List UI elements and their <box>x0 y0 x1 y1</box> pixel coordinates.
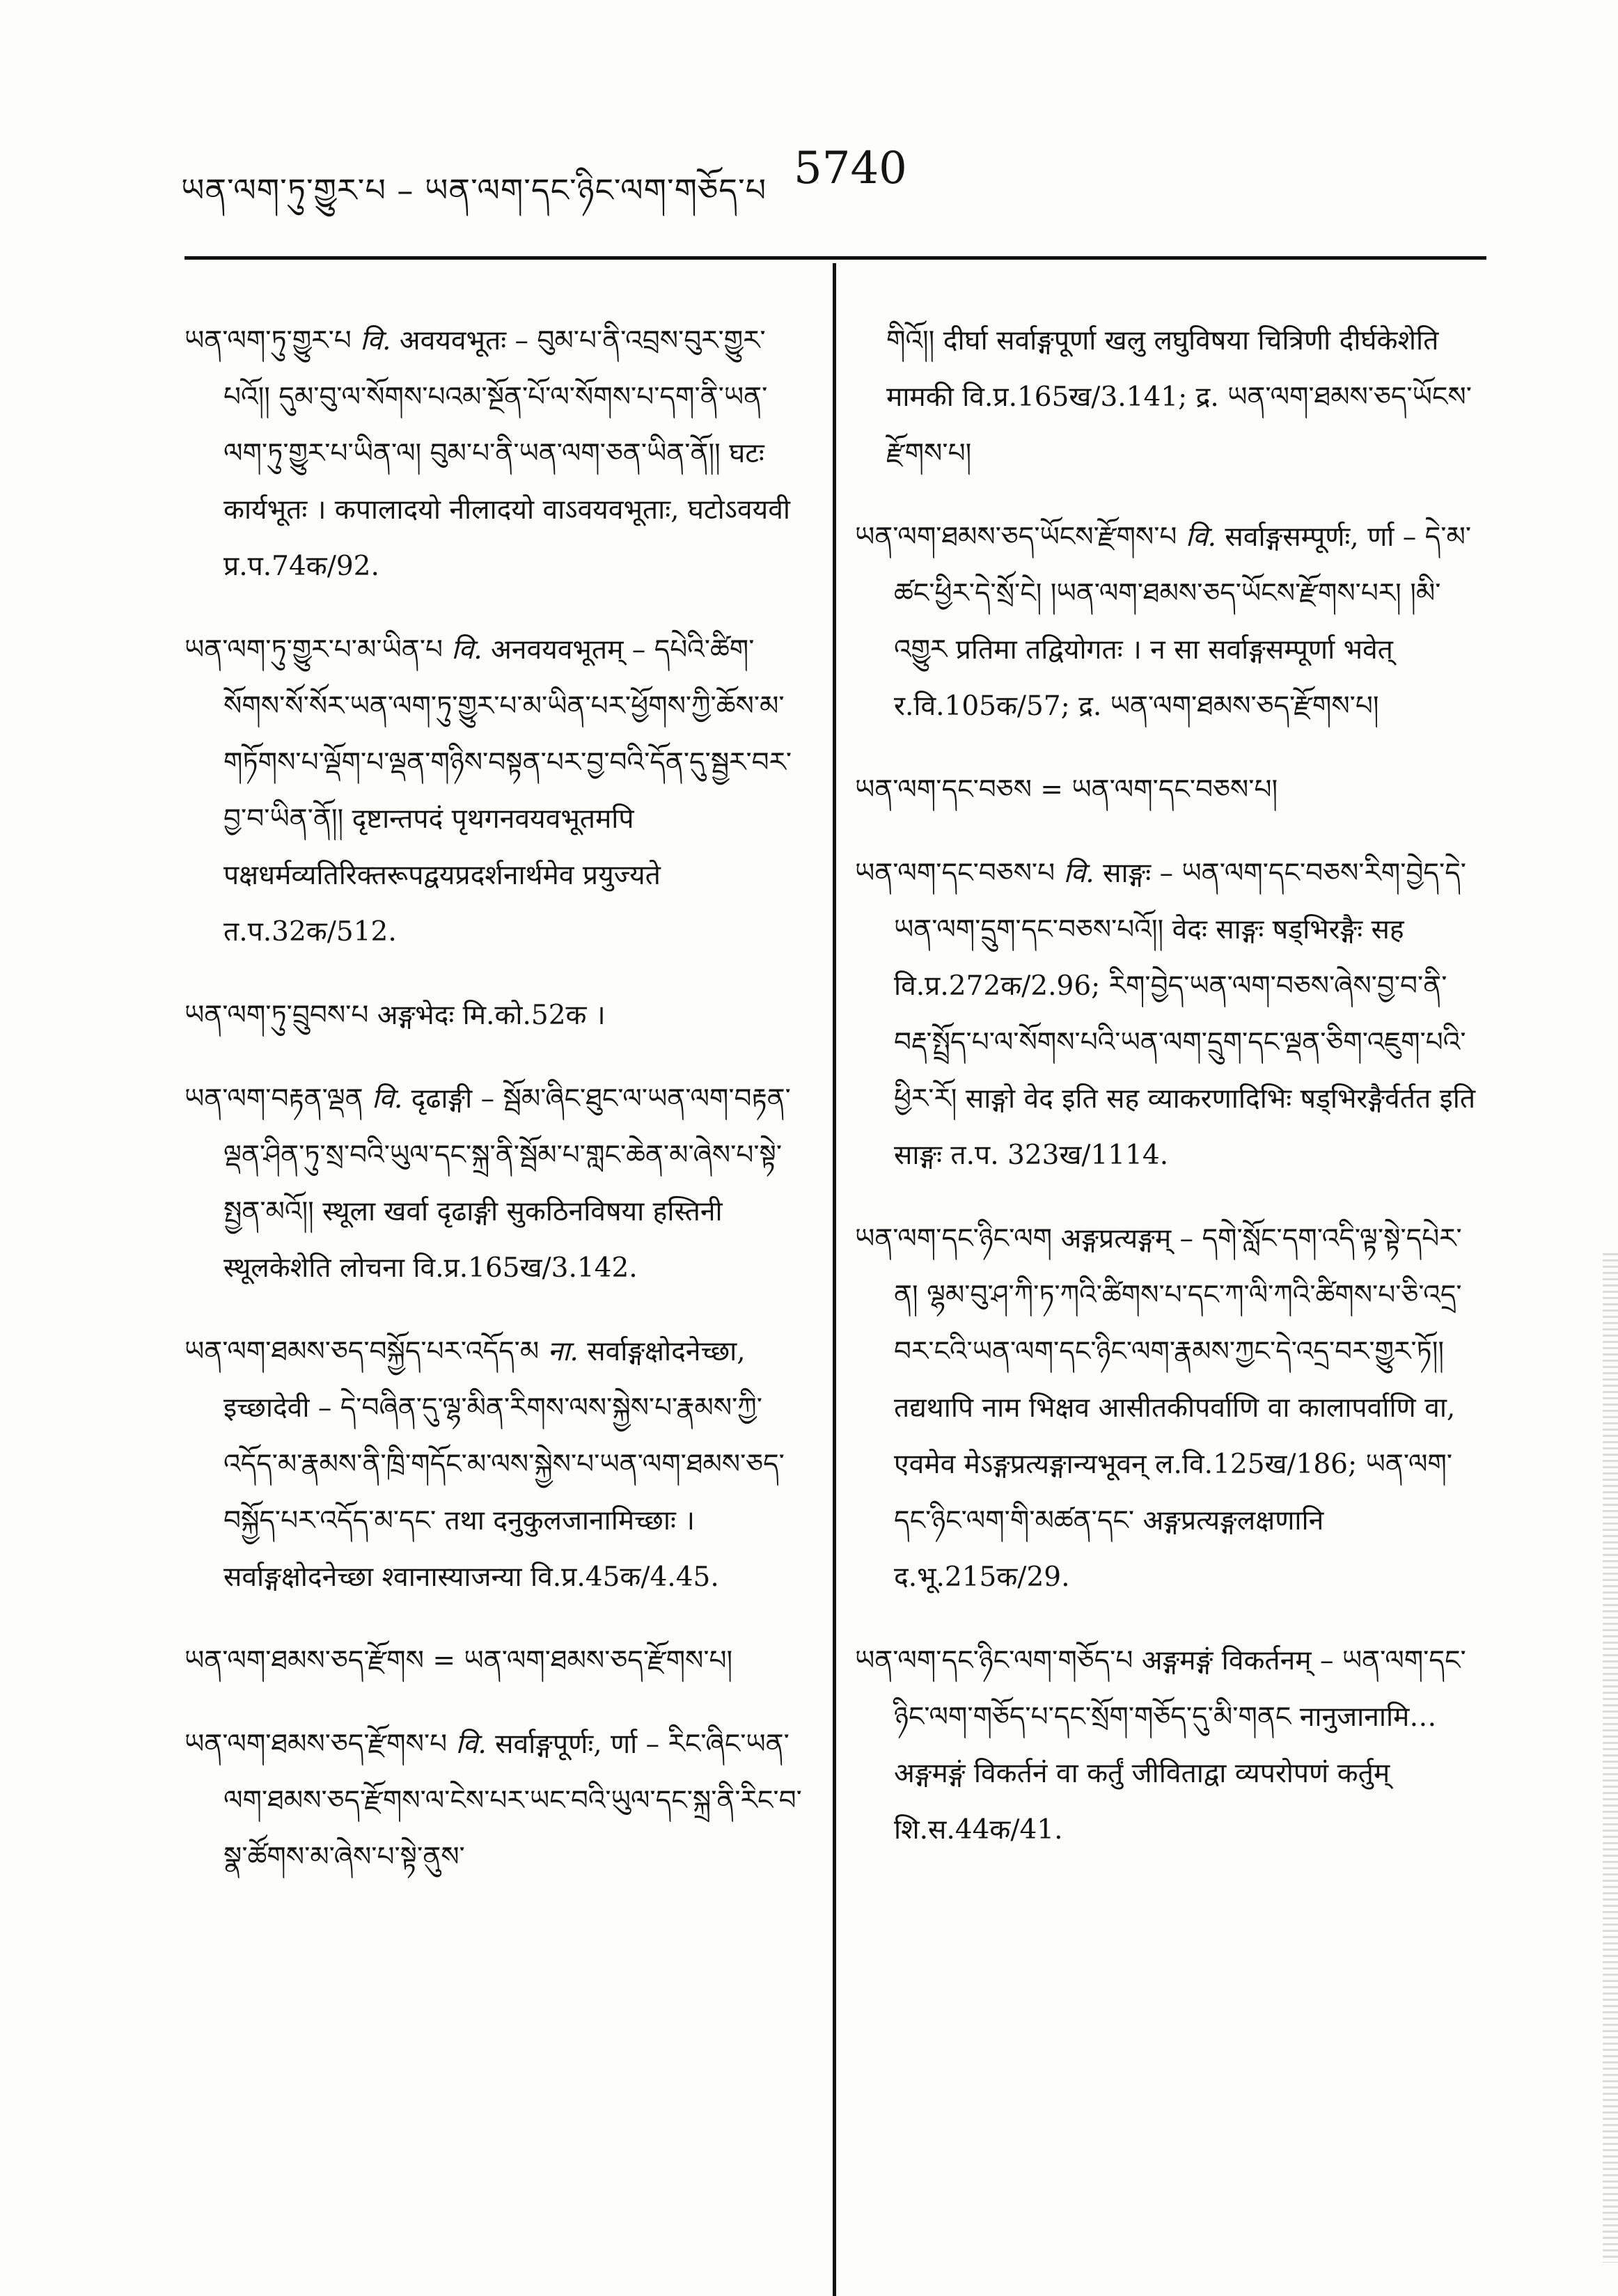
scan-edge-noise <box>1603 1253 1618 2263</box>
dictionary-entry <box>184 313 804 595</box>
headword: ཡན་ལག་ཏུ་གྱུར་པ <box>184 325 352 356</box>
dictionary-entry <box>184 987 804 1044</box>
headword: ཡན་ལག་ཏུ་གྱུར་པ་མ་ཡིན་པ <box>184 634 443 666</box>
definition: साङ्गः – ཡན་ལག་དང་བཅས་རིག་བྱེད་དེ་ཡན་ལག་དྲུག་དང་བཅས་པའོ།། वेदः साङ्गः षड्भिरङ्गैः सह वि.प्र.272क/2.96; རིག་བྱེད་ཡན་ལག་བཅས་ཞེས་བྱ་བ་ནི་བརྡ་སྤྲོད་པ་ལ་སོགས་པའི་ཡན་ལག་དྲུག་དང་ལྡན་ཅིག་འཇུག་པའི་ཕྱིར་རོ། साङ्गो वेद इति सह व्याकरणादिभिः षड्भिरङ्गैर्वर्तत इति साङ्गः त.प. 323ख/1114. <box>894 858 1476 1171</box>
headword: ཡན་ལག་དང་བཅས <box>855 774 1032 805</box>
dictionary-entry <box>184 622 804 960</box>
definition: सर्वाङ्गपूर्णः, र्णा – རིང་ཞིང་ཡན་ལག་ཐམས་ཅད་རྫོགས་ལ་ངེས་པར་ཡང་བའི་ཡུལ་དང་སྐྲ་ནི་རིང་བ་སྣ་ཚོགས་མ་ཞེས་པ་སྟེ་ནུས་ <box>223 1729 802 1873</box>
definition: दृढाङ्गी – སྦོམ་ཞིང་ཐུང་ལ་ཡན་ལག་བརྟན་ལྡན་ཤིན་ཏུ་སྲ་བའི་ཡུལ་དང་སྐྲ་ནི་སྦོམ་པ་གླང་ཆེན་མ་ཞེས་པ་སྟེ་སྤྱན་མའོ།། स्थूला खर्वा दृढाङ्गी सुकठिनविषया हस्तिनी स्थूलकेशेति लोचना वि.प्र.165ख/3.142. <box>223 1083 791 1284</box>
column-divider <box>833 263 836 2296</box>
definition: = ཡན་ལག་དང་བཅས་པ། <box>1031 774 1278 805</box>
definition: अङ्गमङ्गं विकर्तनम् – ཡན་ལག་དང་ཉིང་ལག་གཅོད་པ་དང་སྲོག་གཅོད་དུ་མི་གནང नानुजानामि… अङ्गमङ्गं विकर्तनं वा कर्तुं जीविताद्वा व्यपरोपणं कर्तुम् शि.स.44क/41. <box>894 1645 1466 1846</box>
headword: ཡན་ལག་ཐམས་ཅད་རྫོགས <box>184 1645 424 1676</box>
header-rule <box>184 256 1486 260</box>
headword: ཡན་ལག་དང་ཉིང་ལག་གཅོད་པ <box>855 1645 1133 1676</box>
definition: सर्वाङ्गसम्पूर्णः, र्णा – དེ་མ་ཚང་ཕྱིར་དེ་སྲོ་ངེ། །ཡན་ལག་ཐམས་ཅད་ཡོངས་རྫོགས་པར། །མི་འགྱུར प्रतिमा तद्वियोगतः । न सा सर्वाङ्गसम्पूर्णा भवेत् र.वि.105क/57; द्र. ཡན་ལག་ཐམས་ཅད་རྫོགས་པ། <box>894 521 1472 722</box>
left-column <box>184 285 804 1899</box>
dictionary-entry <box>184 1716 804 1885</box>
dictionary-entry <box>184 1633 804 1689</box>
dictionary-entry <box>184 1323 804 1605</box>
definition: གིའོ།། दीर्घा सर्वाङ्गपूर्णा खलु लघुविषया चित्रिणी दीर्घकेशेति मामकी वि.प्र.165ख/3.141; द्र. ཡན་ལག་ཐམས་ཅད་ཡོངས་རྫོགས་པ། <box>886 325 1472 469</box>
dictionary-entry <box>855 1633 1482 1858</box>
entry-continuation <box>855 313 1482 482</box>
dictionary-entry <box>855 1211 1482 1605</box>
running-head: ཡན་ལག་ཏུ་གྱུར་པ – ཡན་ལག་དང་ཉིང་ལག་གཅོད་པ <box>181 171 767 209</box>
headword: ཡན་ལག་དང་བཅས་པ <box>855 858 1055 889</box>
grammar-label: वि. <box>1063 858 1094 889</box>
headword: ཡན་ལག་ཐམས་ཅད་རྫོགས་པ <box>184 1729 448 1760</box>
dictionary-entry <box>855 509 1482 734</box>
dictionary-entry <box>184 1071 804 1296</box>
right-column <box>855 285 1482 1872</box>
headword: ཡན་ལག་ཏུ་བྲུབས་པ <box>184 1000 369 1031</box>
page-header <box>181 143 1490 209</box>
page-number: 5740 <box>794 143 907 194</box>
headword: ཡན་ལག་བརྟན་ལྡན <box>184 1083 363 1115</box>
definition: = ཡན་ལག་ཐམས་ཅད་རྫོགས་པ། <box>423 1645 733 1676</box>
grammar-label: वि. <box>451 634 482 666</box>
definition: अङ्गभेदः मि.को.52क । <box>368 1000 606 1031</box>
headword: ཡན་ལག་དང་ཉིང་ལག <box>855 1223 1053 1255</box>
dictionary-entry <box>855 762 1482 818</box>
grammar-label: ना. <box>547 1336 579 1367</box>
definition: अवयवभूतः – བུམ་པ་ནི་འབྲས་བུར་གྱུར་པའོ།། དུམ་བུ་ལ་སོགས་པའམ་སྔོན་པོ་ལ་སོགས་པ་དག་ནི་ཡན་ལག་ཏུ་གྱུར་པ་ཡིན་ལ། བུམ་པ་ནི་ཡན་ལག་ཅན་ཡིན་ནོ།། घटः कार्यभूतः । कपालादयो नीलादयो वाऽवयवभूताः, घटोऽवयवी प्र.प.74क/92. <box>223 325 790 582</box>
dictionary-entry <box>855 845 1482 1184</box>
grammar-label: वि. <box>455 1729 487 1760</box>
definition: अङ्गप्रत्यङ्गम् – དགེ་སློང་དག་འདི་ལྟ་སྟེ་དཔེར་ན། ལྷམ་བུ་ཤ་ཀི་ཏ་ཀའི་ཚིགས་པ་དང་ཀ་ལི་ཀའི་ཚིགས་པ་ཅི་འདྲ་བར་ངའི་ཡན་ལག་དང་ཉིང་ལག་རྣམས་ཀྱང་དེ་འདྲ་བར་གྱུར་ཏོ།། तद्यथापि नाम भिक्षव आसीतकीपर्वाणि वा कालापर्वाणि वा, एवमेव मेऽङ्गप्रत्यङ्गान्यभूवन् ल.वि.125ख/186; ཡན་ལག་དང་ཉིང་ལག་གི་མཚན་དང་ अङ्गप्रत्यङ्गलक्षणानि द.भू.215क/29. <box>894 1223 1462 1593</box>
definition: सर्वाङ्गक्षोदनेच्छा, इच्छादेवी – དེ་བཞིན་དུ་ལྷ་མིན་རིགས་ལས་སྐྱེས་པ་རྣམས་ཀྱི་འདོད་མ་རྣམས་ནི་ཁྲི་གདོང་མ་ལས་སྐྱེས་པ་ཡན་ལག་ཐམས་ཅད་བསྐྱོད་པར་འདོད་མ་དང་ तथा दनुकुलजानामिच्छाः । सर्वाङ्गक्षोदनेच्छा श्वानास्याजन्या वि.प्र.45क/4.45. <box>223 1336 785 1593</box>
definition: अनवयवभूतम् – དཔེའི་ཚིག་སོགས་སོ་སོར་ཡན་ལག་ཏུ་གྱུར་པ་མ་ཡིན་པར་ཕྱོགས་ཀྱི་ཆོས་མ་གཏོགས་པ་ལྡོག་པ་ལྡན་གཉིས་བསྟན་པར་བྱ་བའི་དོན་དུ་སྦྱར་བར་བྱ་བ་ཡིན་ནོ།། दृष्टान्तपदं पृथगनवयवभूतमपि पक्षधर्मव्यतिरिक्तरूपद्वयप्रदर्शनार्थमेव प्रयुज्यते त.प.32क/512. <box>223 634 792 948</box>
grammar-label: वि. <box>372 1083 403 1115</box>
headword: ཡན་ལག་ཐམས་ཅད་ཡོངས་རྫོགས་པ <box>855 521 1177 553</box>
grammar-label: वि. <box>360 325 391 356</box>
headword: ཡན་ལག་ཐམས་ཅད་བསྐྱོད་པར་འདོད་མ <box>184 1336 540 1367</box>
grammar-label: वि. <box>1185 521 1217 553</box>
